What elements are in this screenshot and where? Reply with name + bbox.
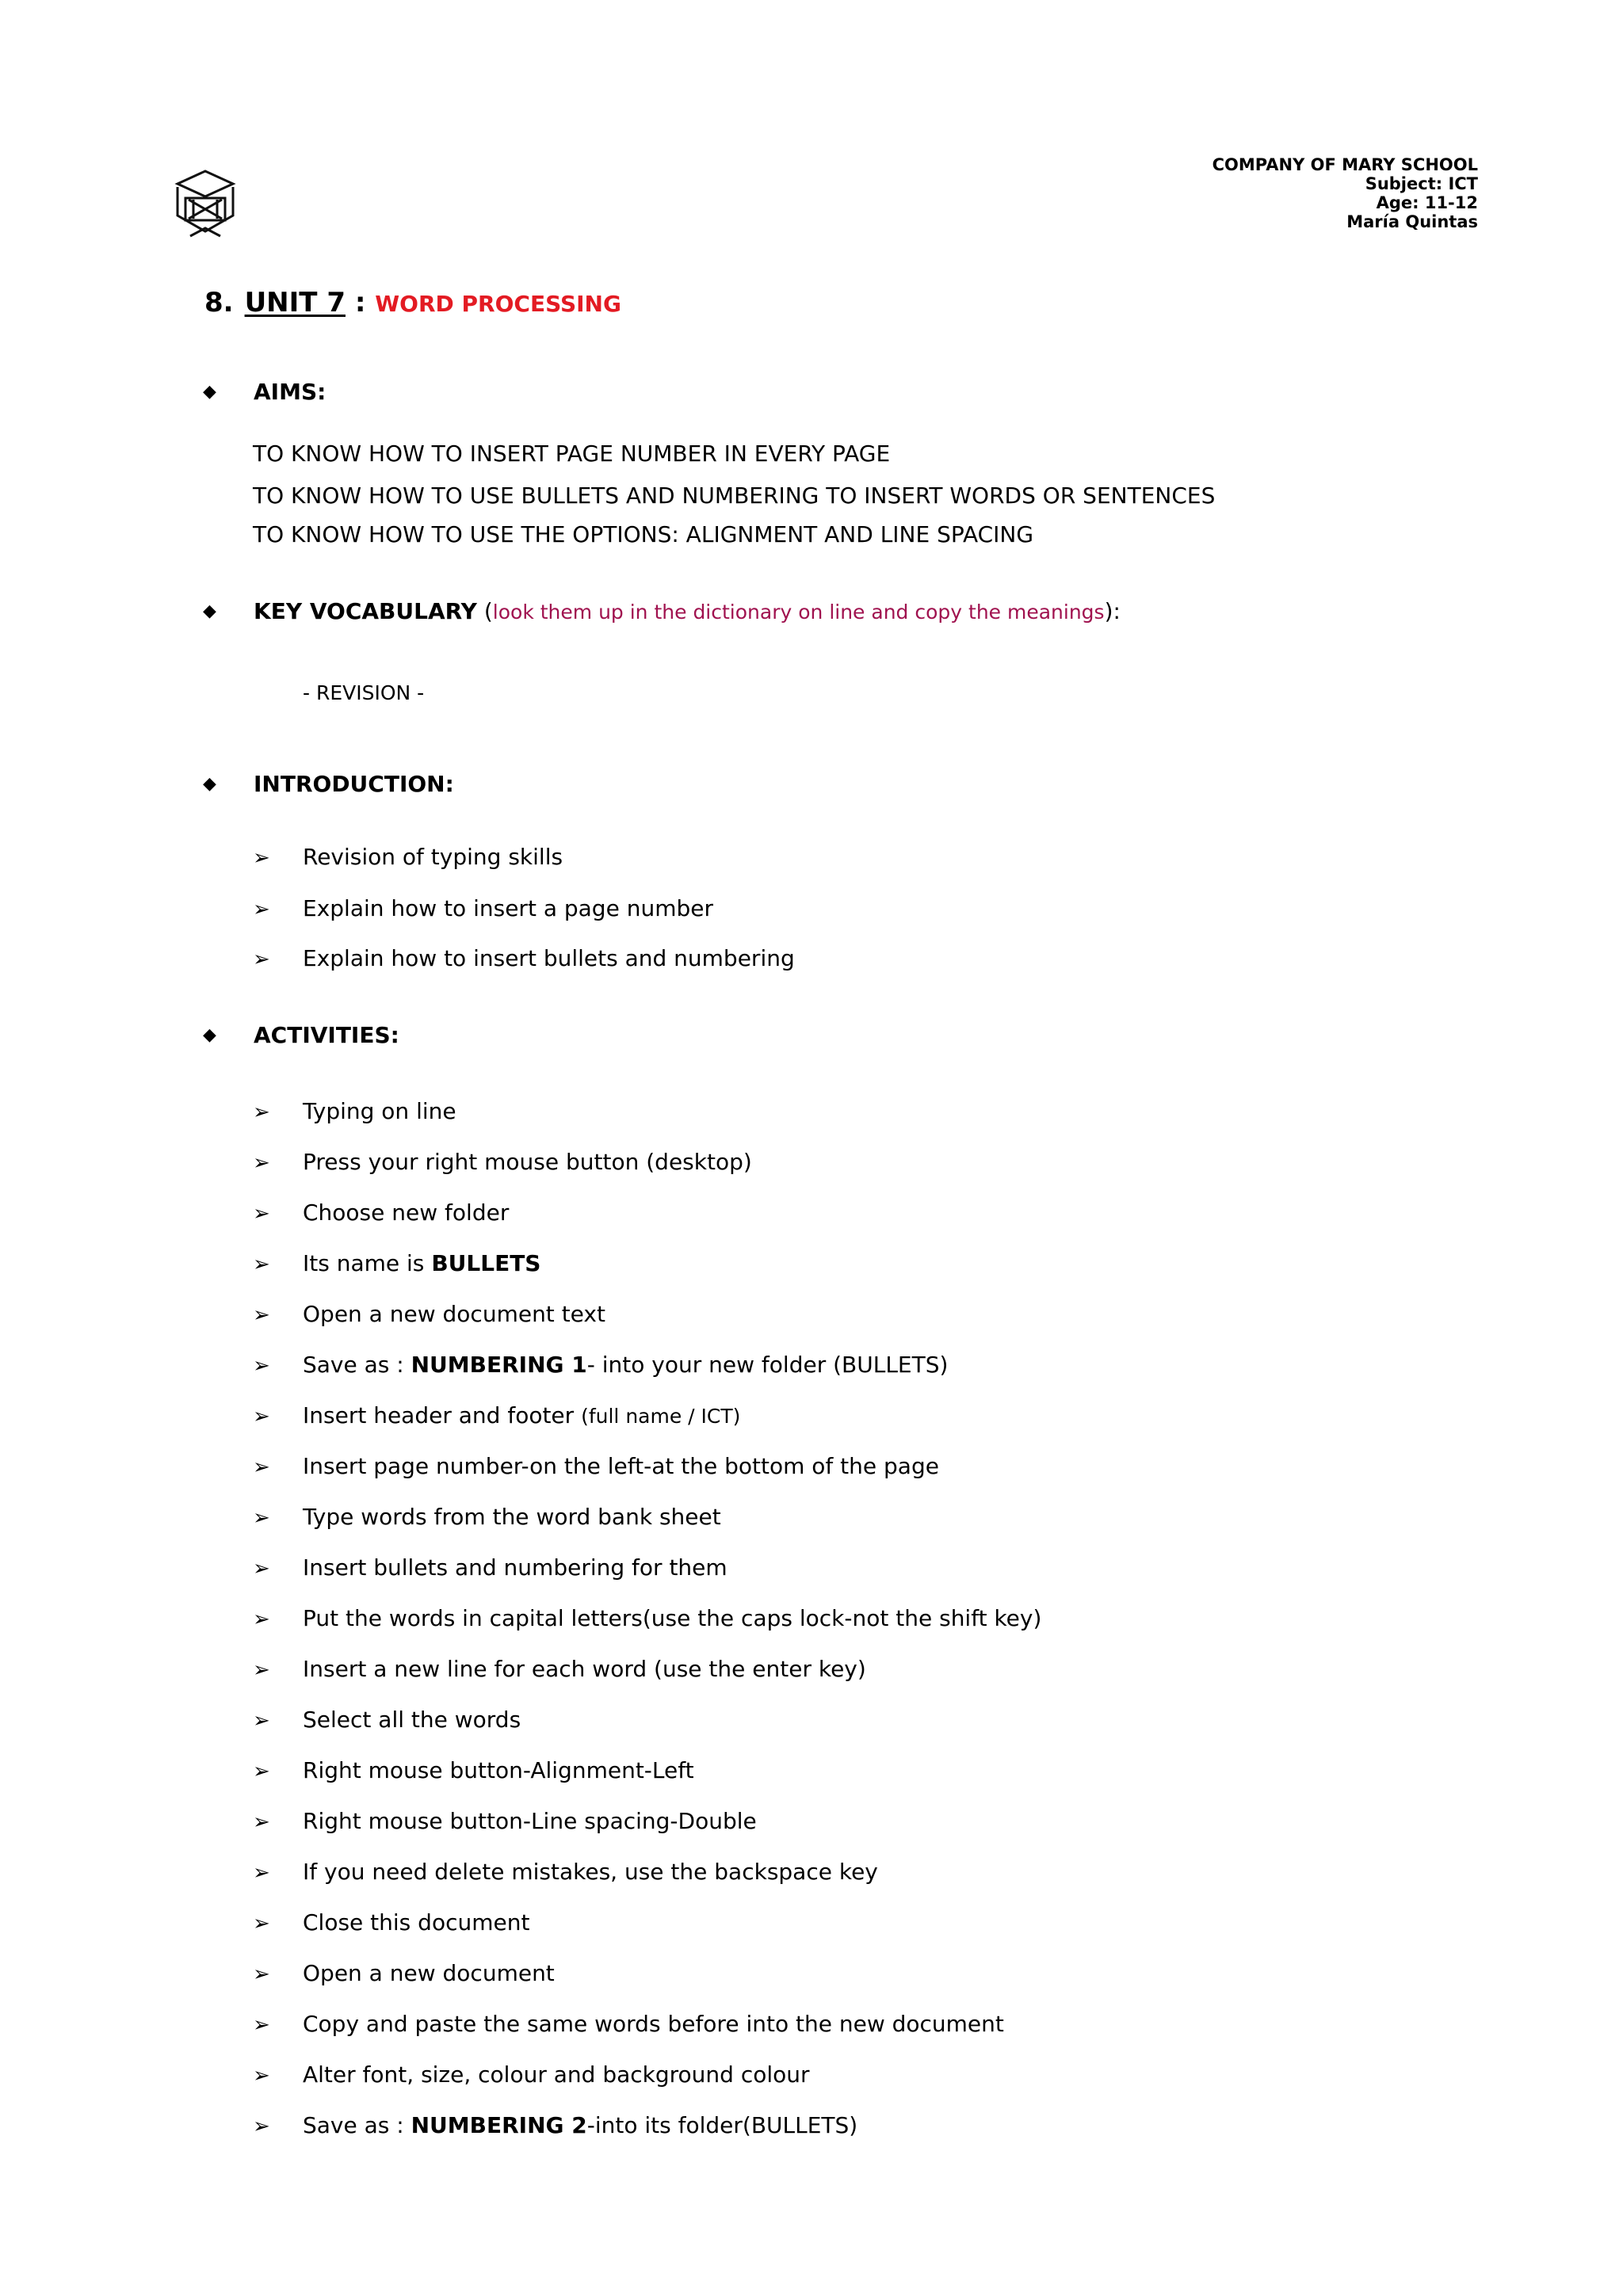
list-item: ➢ Revision of typing skills [253,844,563,870]
diamond-bullet-icon: ◆ [203,1025,216,1045]
list-item: ➢ Save as : NUMBERING 1- into your new folder (BULLETS) [253,1352,949,1378]
arrow-bullet-icon: ➢ [253,846,270,870]
diamond-bullet-icon: ◆ [203,601,216,621]
list-item: ➢ If you need delete mistakes, use the backspace key [253,1859,878,1885]
arrow-bullet-icon: ➢ [253,1455,270,1479]
title-unit: UNIT 7 [244,287,346,318]
aim-item: TO KNOW HOW TO INSERT PAGE NUMBER IN EVERY PAGE [253,441,891,467]
vocabulary-heading: ◆ KEY VOCABULARY (look them up in the dictionary on line and copy the meanings): [203,598,1121,624]
activities-heading: ◆ ACTIVITIES: [203,1022,399,1048]
list-item: ➢ Insert bullets and numbering for them [253,1554,727,1581]
arrow-bullet-icon: ➢ [253,1151,270,1175]
school-crest-icon [173,168,238,241]
arrow-bullet-icon: ➢ [253,1962,270,1986]
list-item: ➢ Close this document [253,1909,530,1936]
arrow-bullet-icon: ➢ [253,1658,270,1682]
school-name: COMPANY OF MARY SCHOOL [1212,155,1478,174]
arrow-bullet-icon: ➢ [253,1709,270,1733]
title-number: 8. [204,287,234,318]
vocabulary-note: look them up in the dictionary on line and copy the meanings [492,601,1105,624]
list-item: ➢ Alter font, size, colour and background colour [253,2061,810,2088]
revision-label: - REVISION - [303,681,425,704]
arrow-bullet-icon: ➢ [253,1202,270,1226]
arrow-bullet-icon: ➢ [253,2013,270,2037]
arrow-bullet-icon: ➢ [253,948,270,971]
arrow-bullet-icon: ➢ [253,1354,270,1378]
list-item: ➢ Its name is BULLETS [253,1250,541,1276]
introduction-heading: ◆ INTRODUCTION: [203,771,454,797]
subject-line: Subject: ICT [1365,174,1478,193]
arrow-bullet-icon: ➢ [253,2064,270,2088]
arrow-bullet-icon: ➢ [253,1303,270,1327]
arrow-bullet-icon: ➢ [253,1861,270,1885]
page-title [204,287,621,318]
author-line: María Quintas [1346,212,1478,231]
arrow-bullet-icon: ➢ [253,1506,270,1530]
list-item: ➢ Choose new folder [253,1199,510,1226]
arrow-bullet-icon: ➢ [253,1557,270,1581]
list-item: ➢ Open a new document text [253,1301,605,1327]
list-item: ➢ Insert page number-on the left-at the bottom of the page [253,1453,939,1479]
list-item: ➢ Explain how to insert bullets and numbering [253,945,795,971]
arrow-bullet-icon: ➢ [253,1810,270,1834]
aim-item: TO KNOW HOW TO USE THE OPTIONS: ALIGNMENT AND LINE SPACING [253,521,1034,547]
aims-heading: ◆ AIMS: [203,379,327,405]
title-separator: : [345,287,376,318]
aim-item: TO KNOW HOW TO USE BULLETS AND NUMBERING TO INSERT WORDS OR SENTENCES [253,482,1216,509]
document-header [1212,155,1478,231]
arrow-bullet-icon: ➢ [253,1100,270,1124]
arrow-bullet-icon: ➢ [253,898,270,921]
list-item: ➢ Type words from the word bank sheet [253,1504,721,1530]
list-item: ➢ Save as : NUMBERING 2-into its folder(BULLETS) [253,2112,858,2138]
list-item: ➢ Insert header and footer (full name / ICT) [253,1402,741,1428]
list-item: ➢ Put the words in capital letters(use the caps lock-not the shift key) [253,1605,1042,1631]
title-subtitle: WORD PROCESSING [375,291,621,317]
arrow-bullet-icon: ➢ [253,2115,270,2138]
list-item: ➢ Explain how to insert a page number [253,895,713,921]
arrow-bullet-icon: ➢ [253,1912,270,1936]
diamond-bullet-icon: ◆ [203,774,216,794]
arrow-bullet-icon: ➢ [253,1760,270,1783]
diamond-bullet-icon: ◆ [203,382,216,402]
list-item: ➢ Insert a new line for each word (use the enter key) [253,1656,866,1682]
list-item: ➢ Typing on line [253,1098,456,1124]
arrow-bullet-icon: ➢ [253,1608,270,1631]
arrow-bullet-icon: ➢ [253,1253,270,1276]
list-item: ➢ Right mouse button-Alignment-Left [253,1757,694,1783]
list-item: ➢ Right mouse button-Line spacing-Double [253,1808,757,1834]
age-line: Age: 11-12 [1376,193,1478,212]
list-item: ➢ Press your right mouse button (desktop) [253,1149,752,1175]
list-item: ➢ Copy and paste the same words before into the new document [253,2011,1004,2037]
list-item: ➢ Select all the words [253,1707,521,1733]
arrow-bullet-icon: ➢ [253,1405,270,1428]
list-item: ➢ Open a new document [253,1960,555,1986]
